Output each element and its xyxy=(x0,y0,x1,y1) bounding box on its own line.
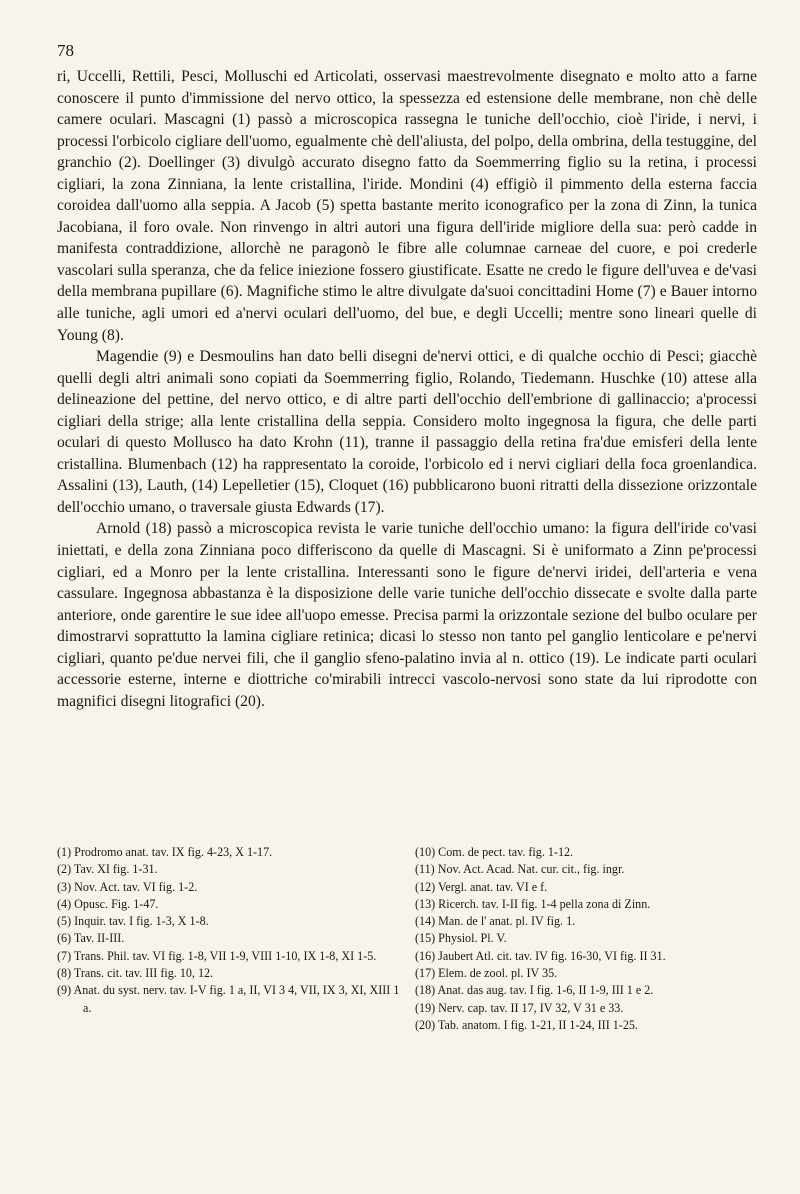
footnote-11: (11) Nov. Act. Acad. Nat. cur. cit., fig. ingr. xyxy=(415,862,625,877)
paragraph-2: Magendie (9) e Desmoulins han dato belli disegni de'nervi ottici, e di qualche occhio di Pesci; giacchè quelli degli altri animali sono copiati da Soemmerring figlio, Rolando, Tiedemann. Huschke (10) attese alla delineazione del pettine, del nervo ottico, e di altre parti dell'occhio dell'embrione di gallinaccio; a'processi cigliari della strige; alla lente cristallina della seppia. Considero molto ingegnosa la figura, che delle parti oculari di questo Mollusco ha dato Krohn (11), tranne il passaggio della retina fra'due emisferi della lente cristallina. Blumenbach (12) ha rappresentato la coroide, l'orbicolo ed i nervi cigliari della foca groenlandica. Assalini (13), Lauth, (14) Lepelletier (15), Cloquet (16) pubblicarono buoni ritratti della dissezione orizzontale dell'occhio umano, o traversale giusta Edwards (17). xyxy=(57,348,757,516)
footnote-1: (1) Prodromo anat. tav. IX fig. 4-23, X 1-17. xyxy=(57,845,273,859)
footnote-14: (14) Man. de l' anat. pl. IV fig. 1. xyxy=(415,914,576,929)
footnote-4: (4) Opusc. Fig. 1-47. xyxy=(57,896,159,911)
body-text xyxy=(57,66,757,712)
page-number: 78 xyxy=(57,41,74,60)
footnote-6: (6) Tav. II-III. xyxy=(57,931,125,946)
footnote-13: (13) Ricerch. tav. I-II fig. 1-4 pella zona di Zinn. xyxy=(415,896,651,911)
footnote-3: (3) Nov. Act. tav. VI fig. 1-2. xyxy=(57,879,198,894)
footnote-7: (7) Trans. Phil. tav. VI fig. 1-8, VII 1-9, VIII 1-10, IX 1-8, XI 1-5. xyxy=(57,948,377,963)
footnote-15: (15) Physiol. Pl. V. xyxy=(415,931,507,946)
footnotes-right-column xyxy=(415,844,763,1034)
footnote-18: (18) Anat. das aug. tav. I fig. 1-6, II 1-9, III 1 e 2. xyxy=(415,983,654,998)
footnotes-left-column xyxy=(57,844,407,1034)
footnotes xyxy=(57,844,763,1034)
paragraph-1: ri, Uccelli, Rettili, Pesci, Molluschi ed Articolati, osservasi maestrevolmente disegnato e molto atto a farne conoscere il punto d'immissione del nervo ottico, la spessezza ed estensione delle membrane, non chè delle camere oculari. Mascagni (1) passò a microscopica rassegna le tuniche dell'occhio, cioè l'iride, i nervi, i processi l'orbicolo cigliare dell'uomo, egualmente chè dell'aliusta, del polpo, della ombrina, della testuggine, del granchio (2). Doellinger (3) divulgò accurato disegno fatto da Soemmerring figlio su la retina, i processi cigliari, la zona Zinniana, la lente cristallina, l'iride. Mondini (4) effigiò il pimmento della esterna faccia coroidea dall'uomo alla seppia. A Jacob (5) spetta bastante merito iconografico per la zona di Zinn, la tunica Jacobiana, il foro ovale. Non rinvengo in altri autori una figura dell'iride migliore della sua: però cadde in manifesta contraddizione, allorchè ne paragonò le fibre alle columnae carneae del cuore, e poi crederle vascolari sulla speranza, che da felice iniezione fossero giustificate. Esatte ne credo le figure dell'uvea e de'vasi della membrana pupillare (6). Magnifiche stimo le altre divulgate da'suoi concittadini Home (7) e Bauer intorno alle tuniche, agli umori ed a'nervi oculari dell'uomo, del bue, e degli Uccelli; mentre sono lineari quelle di Young (8). xyxy=(57,68,757,344)
footnote-16: (16) Jaubert Atl. cit. tav. IV fig. 16-30, VI fig. II 31. xyxy=(415,948,666,963)
footnote-20: (20) Tab. anatom. I fig. 1-21, II 1-24, III 1-25. xyxy=(415,1017,638,1032)
footnote-5: (5) Inquir. tav. I fig. 1-3, X 1-8. xyxy=(57,914,209,929)
footnote-8: (8) Trans. cit. tav. III fig. 10, 12. xyxy=(57,966,214,981)
paragraph-3: Arnold (18) passò a microscopica revista le varie tuniche dell'occhio umano: la figura dell'iride co'vasi iniettati, e della zona Zinniana poco differiscono da quelle di Mascagni. Si è uniformato a Zinn pe'processi cigliari, ed a Monro per la lente cristallina. Interessanti sono le figure de'nervi iridei, dell'arteria e vena cassulare. Ingegnosa abbastanza è la disposizione delle varie tuniche dell'occhio dissecate e svolte dalla parte anteriore, onde garentire le sue idee all'uopo emesse. Precisa parmi la orizzontale sezione del bulbo oculare per dimostrarvi soprattutto la lamina cigliare retinica; dicasi lo stesso non tanto pel ganglio lenticolare e pe'nervi cigliari, quanto pe'due nervei fili, che il ganglio sfeno-palatino invia al n. ottico (19). Le indicate parti oculari accessorie esterne, interne e diottriche co'mirabili intrecci vascolo-nervosi sono state da lui riprodotte con magnifici disegni litografici (20). xyxy=(57,520,757,710)
footnote-19: (19) Nerv. cap. tav. II 17, IV 32, V 31 e 33. xyxy=(415,1000,624,1015)
footnote-12: (12) Vergl. anat. tav. VI e f. xyxy=(415,879,548,894)
footnote-9: (9) Anat. du syst. nerv. tav. I-V fig. 1 a, II, VI 3 4, VII, IX 3, XI, XIII 1 a. xyxy=(57,983,400,1015)
footnote-10: (10) Com. de pect. tav. fig. 1-12. xyxy=(415,845,574,859)
footnote-2: (2) Tav. XI fig. 1-31. xyxy=(57,862,158,877)
footnote-17: (17) Elem. de zool. pl. IV 35. xyxy=(415,966,558,981)
